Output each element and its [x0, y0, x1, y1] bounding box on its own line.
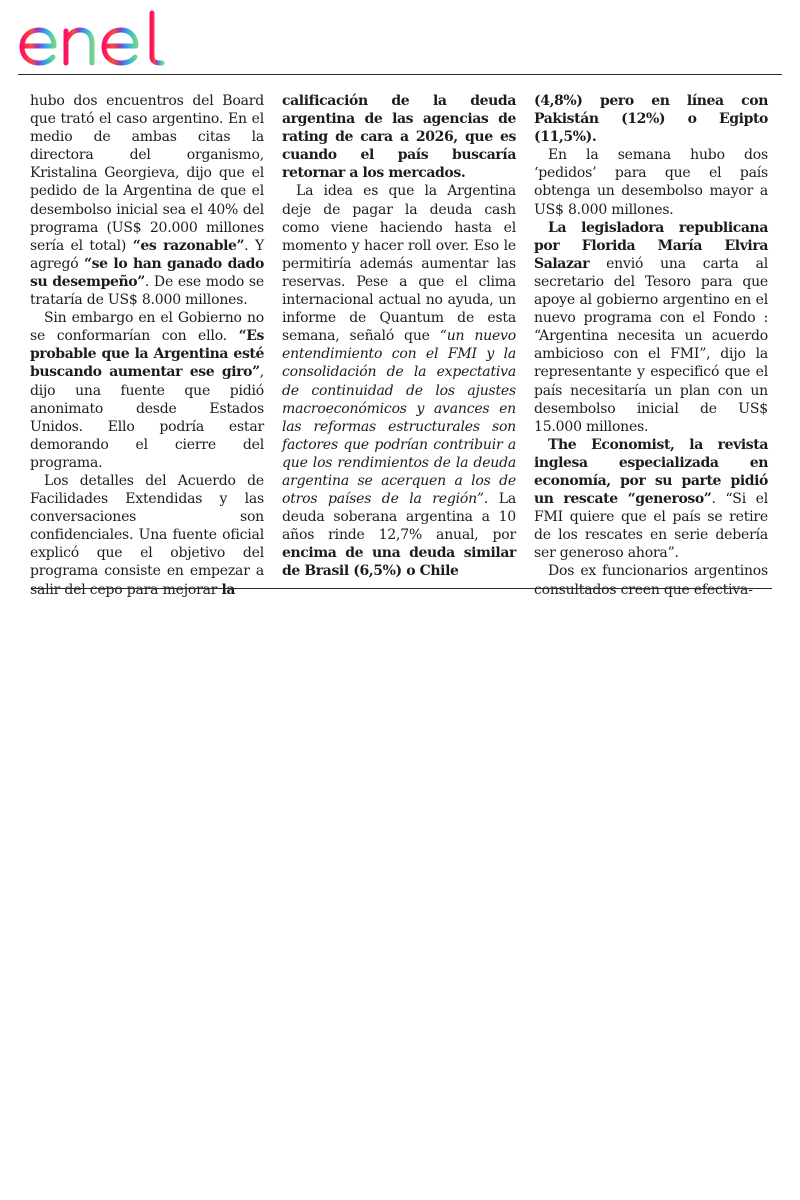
bold-text: “Es probable que la Argentina esté buscando aumentar ese giro” — [30, 328, 264, 381]
bold-text: “es razonable” — [132, 237, 245, 254]
text-run: hubo dos encuentros del Board que trató el caso argentino. En el medio de ambas citas la directora del organismo, Kristalina Georgieva, dijo que el pedido de la Argentina de que el desembolso inicial sea el 40% del programa (US$ 20.000 millones sería el total) — [30, 93, 264, 254]
bold-text: la — [221, 581, 236, 598]
text-run: , dijo una fuente que pidió anonimato desde Estados Unidos. Ello podría estar demorando el cierre del programa. — [30, 364, 264, 471]
page-header — [0, 0, 800, 76]
article-column-3 — [534, 92, 768, 599]
text-run: Dos ex funcionarios argentinos consultados creen que efectiva- — [534, 563, 768, 598]
text-run: La idea es que la Argentina deje de pagar la deuda cash como viene haciendo hasta el momento y hacer roll over. Eso le permitiría además aumentar las reservas. Pese a que el clima internacional actual no ayuda, un informe de Quantum de esta semana, señaló que — [282, 183, 516, 345]
text-run: Sin embargo en el Gobierno no se conformarían con ello. — [30, 310, 264, 345]
text-run: envió una carta al secretario del Tesoro para que apoye al gobierno argentino en el nuevo programa con el Fondo : “Argentina necesita un acuerdo ambicioso con el FMI”, dijo la representante y especificó que el país necesitaría un plan con un desembolso inicial de US$ 15.000 millones. — [534, 255, 768, 435]
enel-logo — [16, 8, 176, 68]
bold-text: encima de una deuda similar de Brasil (6,5%) o Chile — [282, 545, 516, 580]
text-run: Los detalles del Acuerdo de Facilidades Extendidas y las conversaciones son confidenciales. Una fuente oficial explicó que el objetivo del programa consiste en empezar a salir del cepo para mejorar — [30, 472, 264, 598]
top-rule — [18, 74, 782, 75]
article-column-1 — [30, 92, 264, 599]
article-paragraph — [534, 219, 768, 436]
bold-text: The Economist, la revista inglesa especializada en economía, por su parte pidió un rescate “generoso” — [534, 436, 768, 508]
text-run: . La deuda soberana argentina a 10 años rinde 12,7% anual, por — [282, 491, 517, 544]
article-paragraph — [282, 182, 516, 580]
logo-text: enel — [16, 8, 18, 9]
bold-text: (4,8%) pero en línea con Pakistán (12%) o Egipto (11,5%). — [534, 93, 768, 146]
bottom-rule — [32, 588, 772, 589]
article-paragraph — [534, 562, 768, 598]
text-run: . Y agregó — [30, 237, 264, 272]
bold-text: calificación de la deuda argentina de las agencias de rating de cara a 2026, que es cuando el país buscaría retornar a los mercados. — [282, 93, 516, 182]
italic-quote: “un nuevo entendimiento con el FMI y la consolidación de la expectativa de continuidad de los ajustes macroeconómicos y avances en las reformas estructurales son factores que podrían contribuir a que los rendimientos de la deuda argentina se acerquen a los de otros países de la región” — [282, 328, 516, 508]
article-paragraph — [30, 309, 264, 472]
article-paragraph — [30, 472, 264, 599]
bold-text: “se lo han ganado dado su desempeño” — [30, 255, 264, 290]
article-paragraph — [534, 146, 768, 218]
article-paragraph — [534, 436, 768, 563]
article-paragraph — [534, 92, 768, 146]
article-column-2 — [282, 92, 516, 581]
text-run: . “Si el FMI quiere que el país se retire de los rescates en serie debería ser generoso ahora”. — [534, 491, 768, 562]
text-run: . De ese modo se trataría de US$ 8.000 millones. — [30, 273, 264, 309]
text-run: En la semana hubo dos ‘pedidos’ para que el país obtenga un desembolso mayor a US$ 8.000 millones. — [534, 147, 768, 218]
article-paragraph — [30, 92, 264, 309]
article-paragraph — [282, 92, 516, 182]
bold-text: La legisladora republicana por Florida María Elvira Salazar — [534, 219, 768, 272]
